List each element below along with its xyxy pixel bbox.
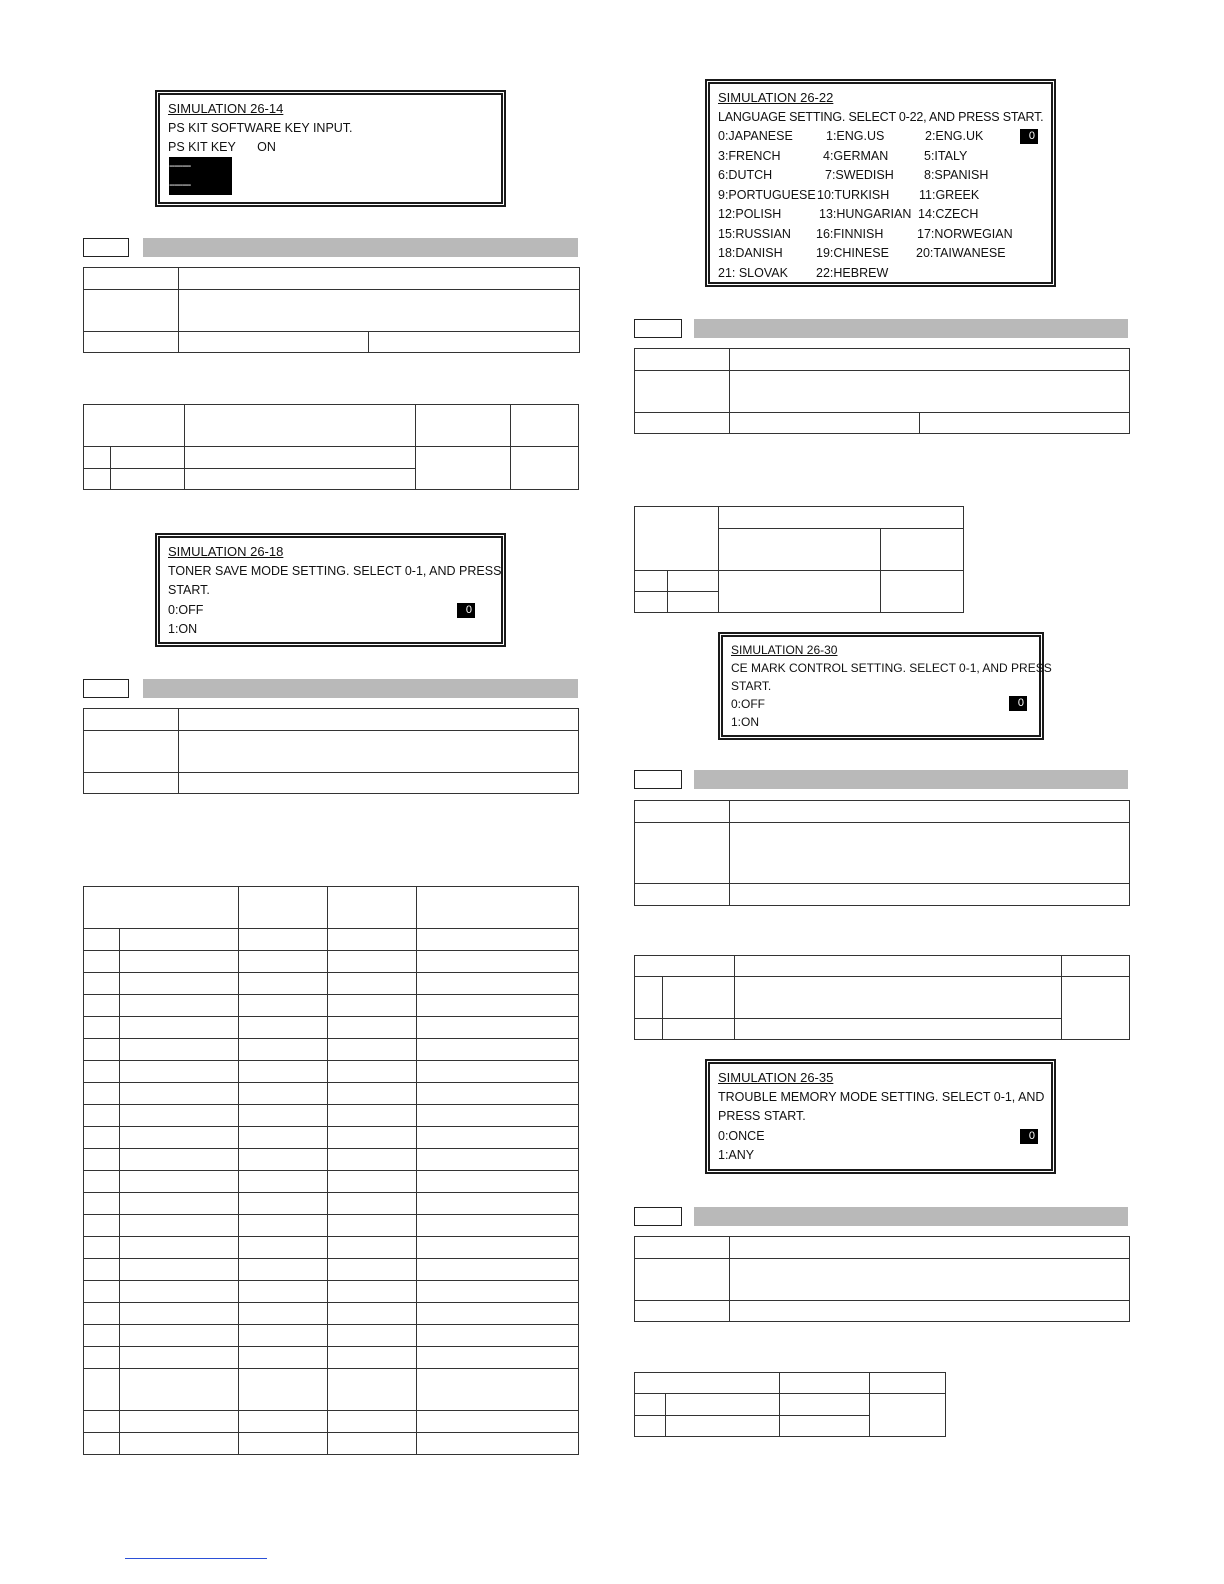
table-cell (120, 1411, 239, 1433)
table-cell (635, 1394, 666, 1416)
table-cell (735, 1019, 1062, 1040)
sim-26-14-screen (155, 90, 506, 207)
table-cell (417, 1149, 579, 1171)
table-cell (239, 1325, 328, 1347)
table-cell (328, 1281, 417, 1303)
language-row (718, 147, 1043, 167)
table-cell (730, 884, 1130, 906)
table-cell (780, 1416, 870, 1437)
table-cell (730, 1237, 1130, 1259)
screen-message-cont: START. (731, 679, 772, 693)
table-cell (239, 995, 328, 1017)
table-cell (84, 1017, 120, 1039)
section-number-box (83, 679, 129, 698)
screen-message: TONER SAVE MODE SETTING. SELECT 0-1, AND PRESS (168, 563, 502, 578)
table-cell (719, 529, 881, 571)
table-cell (668, 571, 719, 592)
table-cell (417, 1237, 579, 1259)
setting-table (634, 955, 1130, 1040)
table-cell (84, 469, 111, 490)
table-cell (239, 887, 328, 929)
table-cell (635, 1259, 730, 1301)
option-on: 1:ON (731, 715, 760, 729)
sim-26-35-screen (705, 1059, 1056, 1174)
table-cell (84, 1237, 120, 1259)
table-cell (84, 1215, 120, 1237)
table-cell (635, 956, 735, 977)
table-cell (239, 1369, 328, 1411)
ps-kit-key-value: ON (257, 140, 276, 154)
table-cell (120, 1017, 239, 1039)
table-cell (635, 1373, 780, 1394)
table-cell (239, 1237, 328, 1259)
language-option: 4:GERMAN (823, 148, 889, 163)
table-cell (417, 973, 579, 995)
table-cell (663, 977, 735, 1019)
table-cell (635, 349, 730, 371)
table-cell (417, 1259, 579, 1281)
language-option: 9:PORTUGUESE (718, 187, 816, 202)
table-cell (417, 1127, 579, 1149)
section-title-bar (694, 1207, 1128, 1226)
table-cell (239, 1281, 328, 1303)
table-cell (185, 447, 416, 469)
language-row (718, 186, 1043, 206)
table-cell (120, 1433, 239, 1455)
table-cell (635, 823, 730, 884)
table-cell (120, 995, 239, 1017)
table-cell (328, 887, 417, 929)
table-cell (735, 956, 1062, 977)
table-cell (84, 1303, 120, 1325)
table-cell (417, 951, 579, 973)
table-cell (719, 507, 964, 529)
table-cell (511, 447, 579, 490)
table-cell (84, 1171, 120, 1193)
table-cell (417, 1215, 579, 1237)
table-cell (111, 469, 185, 490)
section-header-26-22 (83, 679, 578, 698)
table-cell (179, 268, 580, 290)
sim-info-table (83, 708, 579, 794)
table-cell (179, 290, 580, 332)
screen-message: CE MARK CONTROL SETTING. SELECT 0-1, AND PRESS (731, 661, 1052, 675)
language-option: 12:POLISH (718, 207, 782, 221)
table-cell (185, 469, 416, 490)
table-cell (84, 709, 179, 731)
screen-message-cont: PRESS START. (718, 1109, 806, 1123)
language-option: 21: SLOVAK (718, 265, 788, 280)
table-cell (635, 977, 663, 1019)
table-cell (881, 571, 964, 613)
table-cell (239, 929, 328, 951)
table-cell (239, 1433, 328, 1455)
selected-value-field[interactable]: 0 (457, 603, 475, 618)
table-cell (416, 405, 511, 447)
table-cell (511, 405, 579, 447)
language-option: 15:RUSSIAN (718, 226, 791, 241)
table-cell (369, 332, 580, 353)
table-cell (120, 1171, 239, 1193)
section-title-bar (143, 679, 578, 698)
language-row (718, 166, 1043, 186)
table-cell (328, 1325, 417, 1347)
option-label: 0:OFF (731, 697, 766, 711)
table-cell (719, 571, 881, 613)
sim-info-table (634, 1236, 1130, 1322)
key-input-row-1: -------- (169, 160, 191, 172)
section-title-bar (694, 319, 1128, 338)
table-cell (417, 1369, 579, 1411)
language-row (718, 127, 1043, 147)
table-cell (635, 1416, 666, 1437)
table-cell (328, 1259, 417, 1281)
table-cell (239, 1083, 328, 1105)
table-cell (84, 1369, 120, 1411)
ps-kit-key-row (168, 138, 493, 158)
table-cell (417, 1061, 579, 1083)
table-cell (111, 447, 185, 469)
table-cell (328, 1303, 417, 1325)
table-cell (84, 1105, 120, 1127)
screen-title: SIMULATION 26-30 (731, 643, 838, 657)
table-cell (239, 1127, 328, 1149)
section-number-box (83, 238, 129, 257)
language-option: 16:FINNISH (816, 226, 884, 241)
table-cell (417, 929, 579, 951)
table-cell (179, 773, 579, 794)
table-cell (1062, 956, 1130, 977)
table-cell (239, 1303, 328, 1325)
table-cell (84, 1411, 120, 1433)
table-cell (239, 1017, 328, 1039)
option-label: 0:ONCE (718, 1128, 765, 1143)
table-cell (84, 973, 120, 995)
table-cell (120, 1127, 239, 1149)
table-cell (120, 929, 239, 951)
table-cell (635, 371, 730, 413)
table-cell (730, 371, 1130, 413)
table-cell (84, 290, 179, 332)
table-cell (870, 1373, 946, 1394)
table-cell (84, 405, 185, 447)
table-cell (417, 1105, 579, 1127)
table-cell (84, 1325, 120, 1347)
table-cell (328, 929, 417, 951)
table-cell (84, 1433, 120, 1455)
language-option: 7:SWEDISH (825, 168, 894, 182)
language-option: 10:TURKISH (817, 187, 890, 202)
sim-26-18-screen (155, 533, 506, 647)
language-option: 22:HEBREW (816, 265, 889, 280)
section-header-26-18 (83, 238, 578, 257)
table-cell (84, 1347, 120, 1369)
table-cell (328, 1105, 417, 1127)
table-cell (120, 1347, 239, 1369)
setting-table (634, 506, 964, 613)
table-cell (635, 884, 730, 906)
table-cell (328, 1083, 417, 1105)
table-cell (239, 1061, 328, 1083)
table-cell (328, 1369, 417, 1411)
table-cell (239, 1347, 328, 1369)
language-option: 20:TAIWANESE (916, 246, 1006, 260)
sim-26-30-screen (718, 632, 1052, 740)
table-cell (84, 731, 179, 773)
table-cell (328, 1127, 417, 1149)
screen-title: SIMULATION 26-18 (168, 544, 284, 559)
language-option: 19:CHINESE (816, 246, 889, 260)
section-header-26-35 (634, 770, 1128, 789)
table-cell (417, 1325, 579, 1347)
table-cell (239, 973, 328, 995)
table-cell (84, 1039, 120, 1061)
table-cell (328, 1061, 417, 1083)
table-cell (239, 1171, 328, 1193)
option-off (168, 601, 493, 621)
table-cell (663, 1019, 735, 1040)
table-cell (239, 1411, 328, 1433)
table-cell (328, 1017, 417, 1039)
table-cell (730, 1259, 1130, 1301)
selected-value-field[interactable]: 0 (1020, 129, 1038, 144)
table-cell (120, 1215, 239, 1237)
screen-message-cont: START. (168, 583, 210, 597)
table-cell (239, 1259, 328, 1281)
table-cell (635, 801, 730, 823)
table-cell (881, 529, 964, 571)
section-title-bar (143, 238, 578, 257)
section-title-bar (694, 770, 1128, 789)
table-cell (417, 1347, 579, 1369)
screen-message: LANGUAGE SETTING. SELECT 0-22, AND PRESS START. (718, 109, 1044, 124)
section-header-26-30 (634, 319, 1128, 338)
language-row (718, 225, 1043, 245)
table-cell (635, 1237, 730, 1259)
software-key-input-field[interactable] (169, 157, 232, 195)
table-cell (84, 1083, 120, 1105)
table-cell (328, 1237, 417, 1259)
table-cell (84, 929, 120, 951)
language-row (718, 205, 1043, 225)
table-cell (668, 592, 719, 613)
table-cell (416, 447, 511, 490)
table-cell (328, 1171, 417, 1193)
language-row (718, 264, 1043, 284)
table-cell (120, 1061, 239, 1083)
option-off (731, 695, 1031, 713)
table-cell (84, 773, 179, 794)
sim-info-table (634, 800, 1130, 906)
screen-message: PS KIT SOFTWARE KEY INPUT. (168, 120, 353, 135)
language-option: 1:ENG.US (826, 129, 885, 143)
table-cell (417, 1017, 579, 1039)
table-cell (417, 887, 579, 929)
table-cell (239, 1215, 328, 1237)
table-cell (635, 1301, 730, 1322)
setting-table (83, 404, 579, 490)
section-number-box (634, 1207, 682, 1226)
screen-title: SIMULATION 26-22 (718, 90, 834, 105)
table-cell (84, 1149, 120, 1171)
table-cell (328, 995, 417, 1017)
language-option: 2:ENG.UK (925, 129, 984, 143)
section-header-next (634, 1207, 1128, 1226)
language-option: 6:DUTCH (718, 168, 773, 182)
table-cell (239, 1039, 328, 1061)
table-cell (179, 709, 579, 731)
table-cell (120, 1083, 239, 1105)
sim-info-table (634, 348, 1130, 434)
table-cell (417, 1039, 579, 1061)
table-cell (120, 1193, 239, 1215)
table-cell (84, 268, 179, 290)
table-cell (417, 1281, 579, 1303)
language-option: 3:FRENCH (718, 148, 781, 163)
table-cell (635, 592, 668, 613)
sim-info-table (83, 267, 580, 353)
selected-value-field[interactable]: 0 (1020, 1129, 1038, 1144)
table-cell (417, 1083, 579, 1105)
language-table (83, 886, 579, 1455)
table-cell (328, 1039, 417, 1061)
table-cell (730, 413, 920, 434)
table-cell (84, 1281, 120, 1303)
table-cell (84, 1193, 120, 1215)
table-cell (730, 823, 1130, 884)
table-cell (185, 405, 416, 447)
language-option: 14:CZECH (918, 207, 979, 221)
language-option: 11:GREEK (919, 187, 980, 202)
language-option: 13:HUNGARIAN (819, 207, 912, 221)
language-option: 8:SPANISH (924, 168, 989, 182)
table-cell (84, 1127, 120, 1149)
table-cell (735, 977, 1062, 1019)
table-cell (84, 1259, 120, 1281)
option-label: 0:OFF (168, 602, 204, 617)
table-cell (120, 1369, 239, 1411)
table-cell (84, 1061, 120, 1083)
table-cell (328, 1149, 417, 1171)
table-cell (328, 1215, 417, 1237)
option-any: 1:ANY (718, 1148, 755, 1162)
screen-title: SIMULATION 26-35 (718, 1070, 834, 1085)
table-cell (84, 332, 179, 353)
table-cell (120, 1039, 239, 1061)
ps-kit-key-label: PS KIT KEY (168, 140, 236, 154)
table-cell (666, 1394, 780, 1416)
table-cell (120, 973, 239, 995)
language-row (718, 244, 1043, 264)
table-cell (239, 1149, 328, 1171)
table-cell (417, 995, 579, 1017)
table-cell (417, 1433, 579, 1455)
table-cell (328, 1411, 417, 1433)
table-cell (239, 951, 328, 973)
table-cell (84, 887, 239, 929)
table-cell (120, 951, 239, 973)
language-option: 18:DANISH (718, 246, 783, 260)
table-cell (1062, 977, 1130, 1040)
table-cell (120, 1105, 239, 1127)
section-number-box (634, 770, 682, 789)
key-input-row-2: -------- (169, 179, 191, 191)
table-cell (417, 1303, 579, 1325)
language-option: 17:NORWEGIAN (917, 226, 1013, 241)
option-on: 1:ON (168, 622, 198, 636)
table-cell (120, 1237, 239, 1259)
table-cell (328, 951, 417, 973)
table-cell (666, 1416, 780, 1437)
screen-message: TROUBLE MEMORY MODE SETTING. SELECT 0-1, AND (718, 1089, 1045, 1104)
table-cell (120, 1281, 239, 1303)
table-cell (417, 1171, 579, 1193)
table-cell (730, 801, 1130, 823)
table-cell (120, 1149, 239, 1171)
table-cell (120, 1325, 239, 1347)
table-cell (635, 507, 719, 571)
table-cell (84, 995, 120, 1017)
table-cell (417, 1411, 579, 1433)
screen-title: SIMULATION 26-14 (168, 101, 284, 116)
table-cell (120, 1259, 239, 1281)
table-cell (328, 973, 417, 995)
table-cell (239, 1105, 328, 1127)
table-cell (635, 413, 730, 434)
selected-value-field[interactable]: 0 (1009, 696, 1027, 711)
table-cell (328, 1347, 417, 1369)
table-cell (417, 1193, 579, 1215)
table-cell (780, 1373, 870, 1394)
footer-link-underline[interactable] (125, 1558, 267, 1559)
table-cell (730, 349, 1130, 371)
table-cell (730, 1301, 1130, 1322)
table-cell (635, 571, 668, 592)
language-option: 0:JAPANESE (718, 129, 793, 143)
table-cell (120, 1303, 239, 1325)
table-cell (239, 1193, 328, 1215)
table-cell (84, 447, 111, 469)
table-cell (920, 413, 1130, 434)
table-cell (84, 951, 120, 973)
option-once (718, 1127, 1043, 1147)
table-cell (179, 731, 579, 773)
section-number-box (634, 319, 682, 338)
table-cell (780, 1394, 870, 1416)
table-cell (635, 1019, 663, 1040)
table-cell (179, 332, 369, 353)
table-cell (870, 1394, 946, 1437)
table-cell (328, 1433, 417, 1455)
language-option: 5:ITALY (924, 148, 968, 163)
table-cell (328, 1193, 417, 1215)
sim-26-22-screen (705, 79, 1056, 287)
setting-table (634, 1372, 946, 1437)
